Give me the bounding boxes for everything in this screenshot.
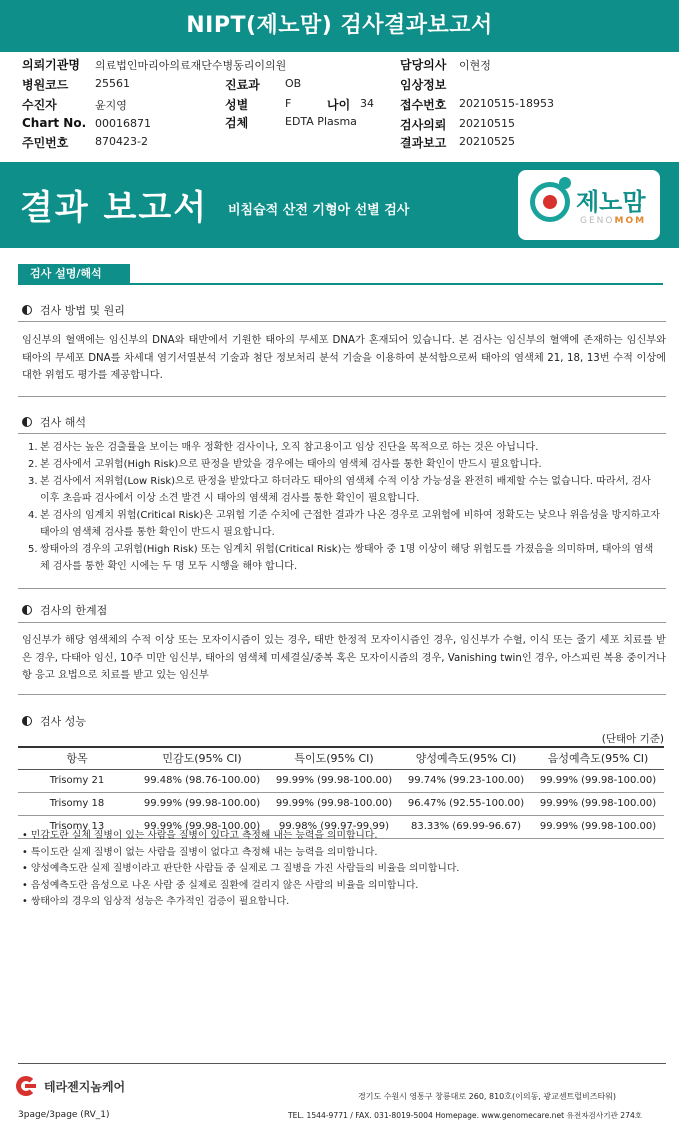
column-header: 민감도(95% CI)	[136, 747, 268, 769]
column-header: 항목	[18, 747, 136, 769]
request-value: 20210515	[459, 117, 515, 130]
footer-divider	[18, 1063, 666, 1064]
note-item: • 민감도란 실제 질병이 있는 사람을 질병이 있다고 측정해 내는 능력을 의미합니다.	[22, 830, 378, 841]
performance-heading: 검사 성능	[22, 713, 86, 729]
table-cell: 83.33% (69.99-96.67)	[400, 815, 532, 838]
divider	[18, 321, 666, 322]
half-circle-icon	[22, 305, 32, 315]
limitations-text: 임신부가 해당 염색체의 수적 이상 또는 모자이시즘이 있는 경우, 태반 한정적 모자이시즘인 경우, 임신부가 수혈, 이식 또는 줄기 세포 치료를 받은 경우, 다태아 임신, 10주 미만 임신부, 태아의 염색체 미세결실/중복 혹은 모자이시즘의 경우, Vanishing twin인 경우, 아스피린 복용 중이거나 항 응고 요법으로 치료를 받고 있는 임신부	[22, 635, 666, 681]
section-divider	[18, 283, 663, 285]
list-item: 2. 본 검사에서 고위험(High Risk)으로 판정을 받았을 경우에는 태아의 염색체 검사를 통한 확인이 반드시 필요합니다.	[28, 459, 542, 470]
column-header: 음성예측도(95% CI)	[532, 747, 664, 769]
logo-subtext: GENOMOM	[580, 216, 647, 226]
half-circle-icon	[22, 716, 32, 726]
logo-text: 제노맘	[576, 188, 646, 216]
table-cell: 99.99% (99.98-100.00)	[136, 815, 268, 838]
footer-brand: 테라젠지놈케어	[44, 1080, 126, 1094]
table-cell: 99.99% (99.98-100.00)	[268, 792, 400, 815]
list-item: 1. 본 검사는 높은 검출률을 보이는 매우 정확한 검사이나, 오직 참고용이고 임상 진단을 목적으로 하는 것은 아닙니다.	[28, 442, 539, 453]
doctor-label: 담당의사	[400, 58, 447, 72]
list-item: 5. 쌍태아의 경우의 고위험(High Risk) 또는 임계치 위험(Critical Risk)는 쌍태아 중 1명 이상이 해당 위험도를 가졌음을 의미하며, 태아의 염색체 검사를 통한 확인 시에는 두 명 모두 시행을 해야 합니다.	[28, 544, 654, 572]
hospital-code-value: 25561	[95, 77, 130, 90]
theragen-logo-icon	[16, 1076, 38, 1096]
list-item: 3. 본 검사에서 저위험(Low Risk)으로 판정을 받았다고 하더라도 태아의 염색체 수적 이상 가능성을 완전히 배제할 수는 없습니다. 따라서, 검사 이후 초음파 검사에서 이상 소견 발견 시 태아의 염색체 검사를 통한 확인이 필요합니다.	[28, 476, 651, 504]
table-cell: 99.48% (98.76-100.00)	[136, 769, 268, 792]
genomom-mark-icon	[530, 182, 570, 222]
dept-label: 진료과	[225, 78, 260, 92]
request-label: 검사의뢰	[400, 118, 447, 132]
sex-label: 성별	[225, 98, 249, 112]
divider	[18, 433, 666, 434]
interpretation-heading: 검사 해석	[22, 414, 86, 430]
divider	[18, 396, 666, 397]
receipt-label: 접수번호	[400, 98, 447, 112]
performance-table	[18, 746, 664, 839]
footer-address: 경기도 수원시 영통구 창룡대로 260, 810호(이의동, 광교센트럴비즈타워)	[358, 1092, 617, 1101]
table-row	[18, 769, 664, 792]
hospital-code-label: 병원코드	[22, 78, 69, 92]
clinical-label: 임상정보	[400, 78, 447, 92]
specimen-label: 검체	[225, 116, 249, 130]
unit-note: (단태아 기준)	[601, 733, 664, 745]
footer-contact: TEL. 1544-9771 / FAX. 031-8019-5004 Homepage. www.genomecare.net 유전자검사기관 274호	[288, 1111, 643, 1120]
interpretation-list	[28, 439, 662, 575]
table-cell: 99.99% (99.98-100.00)	[532, 769, 664, 792]
section-tab: 검사 설명/해석	[18, 264, 130, 284]
sex-value: F	[285, 97, 292, 110]
limitations-heading: 검사의 한계점	[22, 602, 107, 618]
table-cell: 99.99% (99.98-100.00)	[532, 792, 664, 815]
recipient-label: 수진자	[22, 98, 57, 112]
age-value: 34	[360, 97, 374, 110]
doctor-value: 이현정	[459, 59, 491, 72]
table-cell: 99.74% (99.23-100.00)	[400, 769, 532, 792]
table-cell: 96.47% (92.55-100.00)	[400, 792, 532, 815]
half-circle-icon	[22, 605, 32, 615]
chart-label: Chart No.	[22, 116, 87, 130]
table-header-row	[18, 747, 664, 769]
banner-subtitle: 비침습적 산전 기형아 선별 검사	[228, 203, 410, 218]
institution-label: 의뢰기관명	[22, 58, 80, 72]
table-cell: Trisomy 13	[18, 815, 136, 838]
age-label: 나이	[327, 98, 351, 112]
genomom-logo	[518, 170, 660, 240]
performance-notes	[22, 828, 662, 911]
table-cell: Trisomy 18	[18, 792, 136, 815]
specimen-value: EDTA Plasma	[285, 115, 357, 128]
rrn-label: 주민번호	[22, 136, 69, 150]
table-cell: Trisomy 21	[18, 769, 136, 792]
patient-info	[22, 54, 662, 154]
divider	[18, 622, 666, 623]
page-indicator: 3page/3page (RV_1)	[18, 1110, 110, 1120]
rrn-value: 870423-2	[95, 135, 148, 148]
report-title: NIPT(제노맘) 검사결과보고서	[0, 0, 679, 52]
column-header: 특이도(95% CI)	[268, 747, 400, 769]
note-item: • 특이도란 실제 질병이 없는 사람을 질병이 없다고 측정해 내는 능력을 의미합니다.	[22, 846, 378, 858]
divider	[18, 588, 666, 589]
table-cell: 99.99% (99.98-100.00)	[532, 815, 664, 838]
list-item: 4. 본 검사의 임계치 위험(Critical Risk)은 고위험 기준 수치에 근접한 결과가 나온 경우로 고위험에 비하여 정확도는 낮으나 위음성을 방지하고자 태아의 염색체 검사를 통한 확인이 반드시 필요합니다.	[28, 510, 660, 538]
report-date-label: 결과보고	[400, 136, 447, 150]
method-heading: 검사 방법 및 원리	[22, 302, 125, 318]
table-cell: 99.99% (99.98-100.00)	[136, 792, 268, 815]
dept-value: OB	[285, 77, 302, 90]
institution-value: 의료법인마리아의료재단수병동리이의원	[95, 59, 287, 72]
method-text: 임신부의 혈액에는 임신부의 DNA와 태반에서 기원한 태아의 무세포 DNA가 혼재되어 있습니다. 본 검사는 임신부의 혈액에 존재하는 임신부와 태아의 무세포 DNA를 차세대 염기서열분석 기술과 첨단 정보처리 분석 기술을 이용하여 분석함으로써 태아의 염색체 21, 18, 13번 수적 이상에 대한 위험도 평가를 제공합니다.	[22, 335, 666, 381]
note-item: • 쌍태아의 경우의 임상적 성능은 추가적인 검증이 필요합니다.	[22, 896, 290, 907]
result-banner	[0, 162, 679, 248]
chart-value: 00016871	[95, 117, 151, 130]
note-item: • 음성예측도란 음성으로 나온 사람 중 실제로 질환에 걸리지 않은 사람의 비율을 의미합니다.	[22, 879, 419, 891]
banner-title: 결과 보고서	[20, 188, 209, 228]
table-cell: 99.98% (99.97-99.99)	[268, 815, 400, 838]
note-item: • 양성예측도란 실제 질병이라고 판단한 사람들 중 실제로 그 질병을 가진 사람들의 비율을 의미합니다.	[22, 863, 460, 874]
report-date-value: 20210525	[459, 135, 515, 148]
table-row	[18, 792, 664, 815]
column-header: 양성예측도(95% CI)	[400, 747, 532, 769]
table-cell: 99.99% (99.98-100.00)	[268, 769, 400, 792]
recipient-value: 윤지영	[95, 99, 127, 112]
receipt-value: 20210515-18953	[459, 97, 554, 110]
divider	[18, 694, 666, 695]
half-circle-icon	[22, 417, 32, 427]
